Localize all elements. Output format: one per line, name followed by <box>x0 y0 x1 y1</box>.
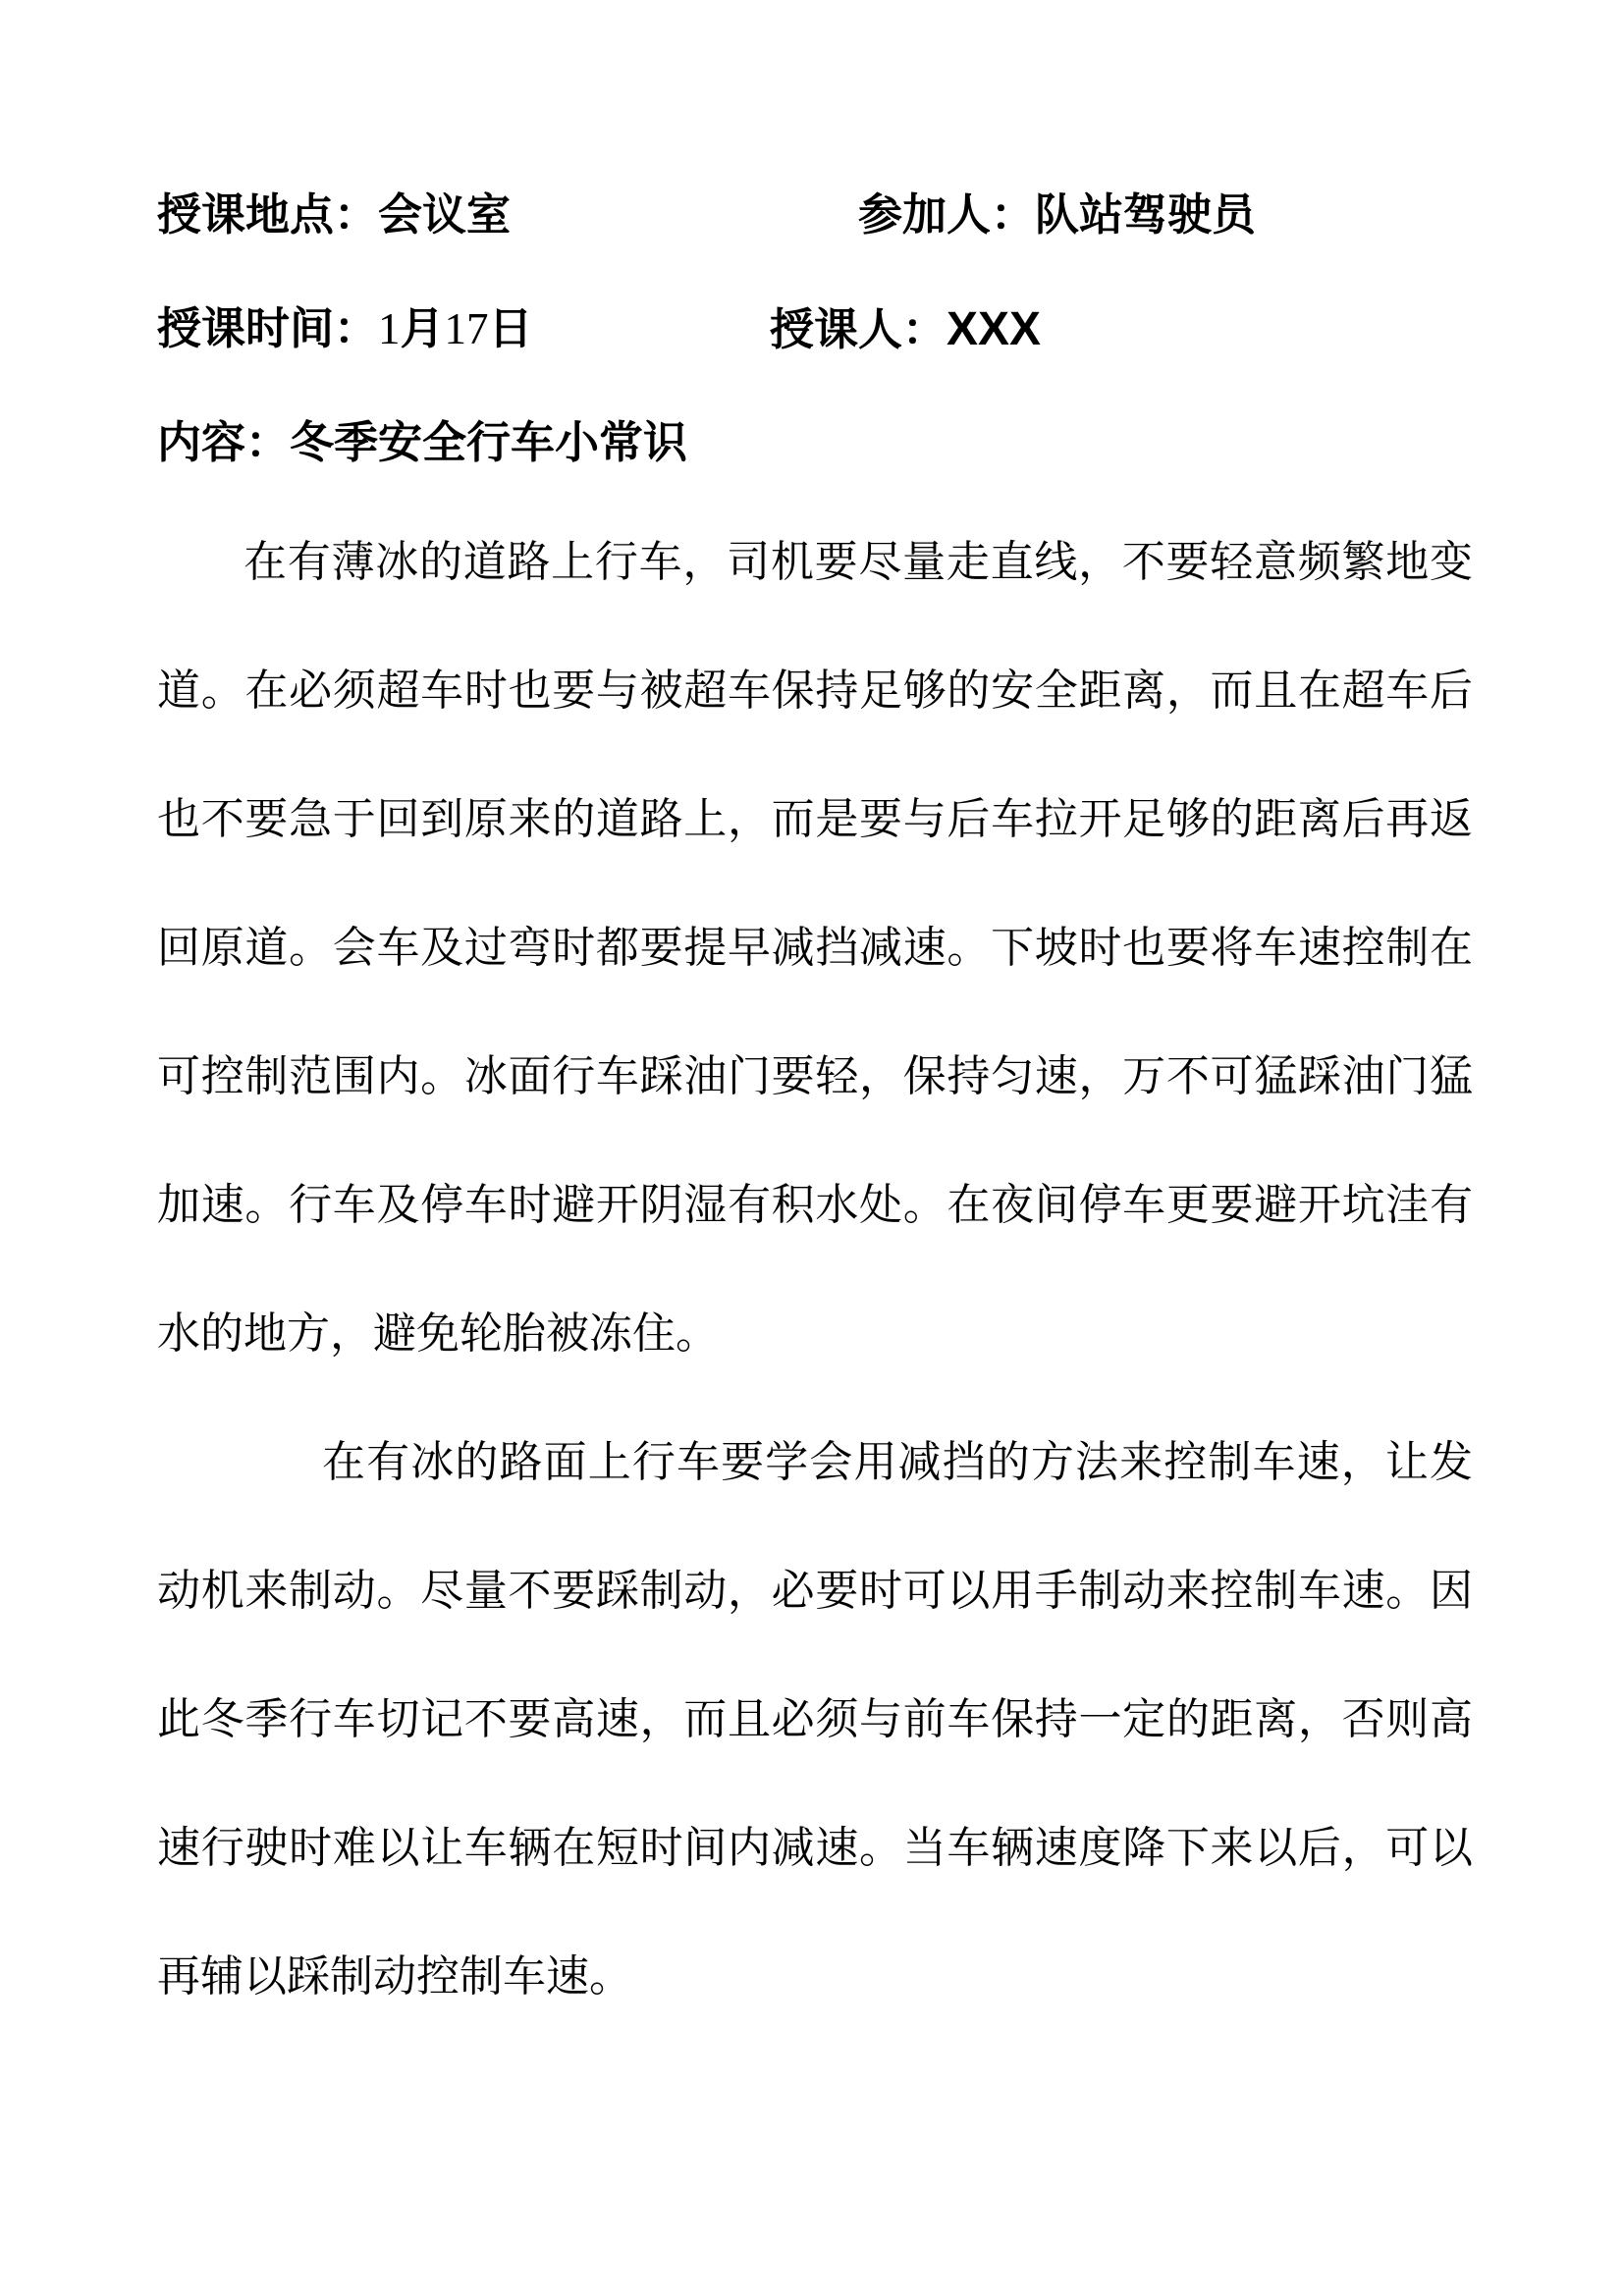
lesson-teacher <box>770 303 1042 355</box>
lesson-attendees <box>858 188 1257 240</box>
location-value: 会议室 <box>378 188 512 240</box>
lesson-location <box>157 188 512 240</box>
lesson-content <box>157 416 688 468</box>
attendees-value: 队站驾驶员 <box>1035 188 1257 240</box>
content-label: 内容： <box>157 416 291 468</box>
attendees-label: 参加人： <box>858 188 1036 240</box>
body-paragraph-1: 在有薄冰的道路上行车，司机要尽量走直线，不要轻意频繁地变道。在必须超车时也要与被超车保持足够的安全距离，而且在超车后也不要急于回到原来的道路上，而是要与后车拉开足够的距离后再返回原道。会车及过弯时都要提早减挡减速。下坡时也要将车速控制在可控制范围内。冰面行车踩油门要轻，保持匀速，万不可猛踩油门猛加速。行车及停车时避开阴湿有积水处。在夜间停车更要避开坑洼有水的地方，避免轮胎被冻住。 <box>157 537 1473 1359</box>
time-month: 1 <box>378 304 401 353</box>
body-paragraph-2: 在有冰的路面上行车要学会用减挡的方法来控制车速，让发动机来制动。尽量不要踩制动，必要时可以用手制动来控制车速。因此冬季行车切记不要高速，而且必须与前车保持一定的距离，否则高速行驶时难以让车辆在短时间内减速。当车辆速度降下来以后，可以再辅以踩制动控制车速。 <box>157 1437 1473 2002</box>
lesson-time <box>157 302 533 354</box>
time-month-unit: 月 <box>400 302 445 354</box>
teacher-label: 授课人： <box>770 303 947 355</box>
time-day: 17 <box>444 304 489 353</box>
location-label: 授课地点： <box>157 188 379 240</box>
content-value: 冬季安全行车小常识 <box>290 416 688 468</box>
time-label: 授课时间： <box>157 302 379 354</box>
time-day-unit: 日 <box>488 302 533 354</box>
teacher-value: XXX <box>947 303 1042 355</box>
